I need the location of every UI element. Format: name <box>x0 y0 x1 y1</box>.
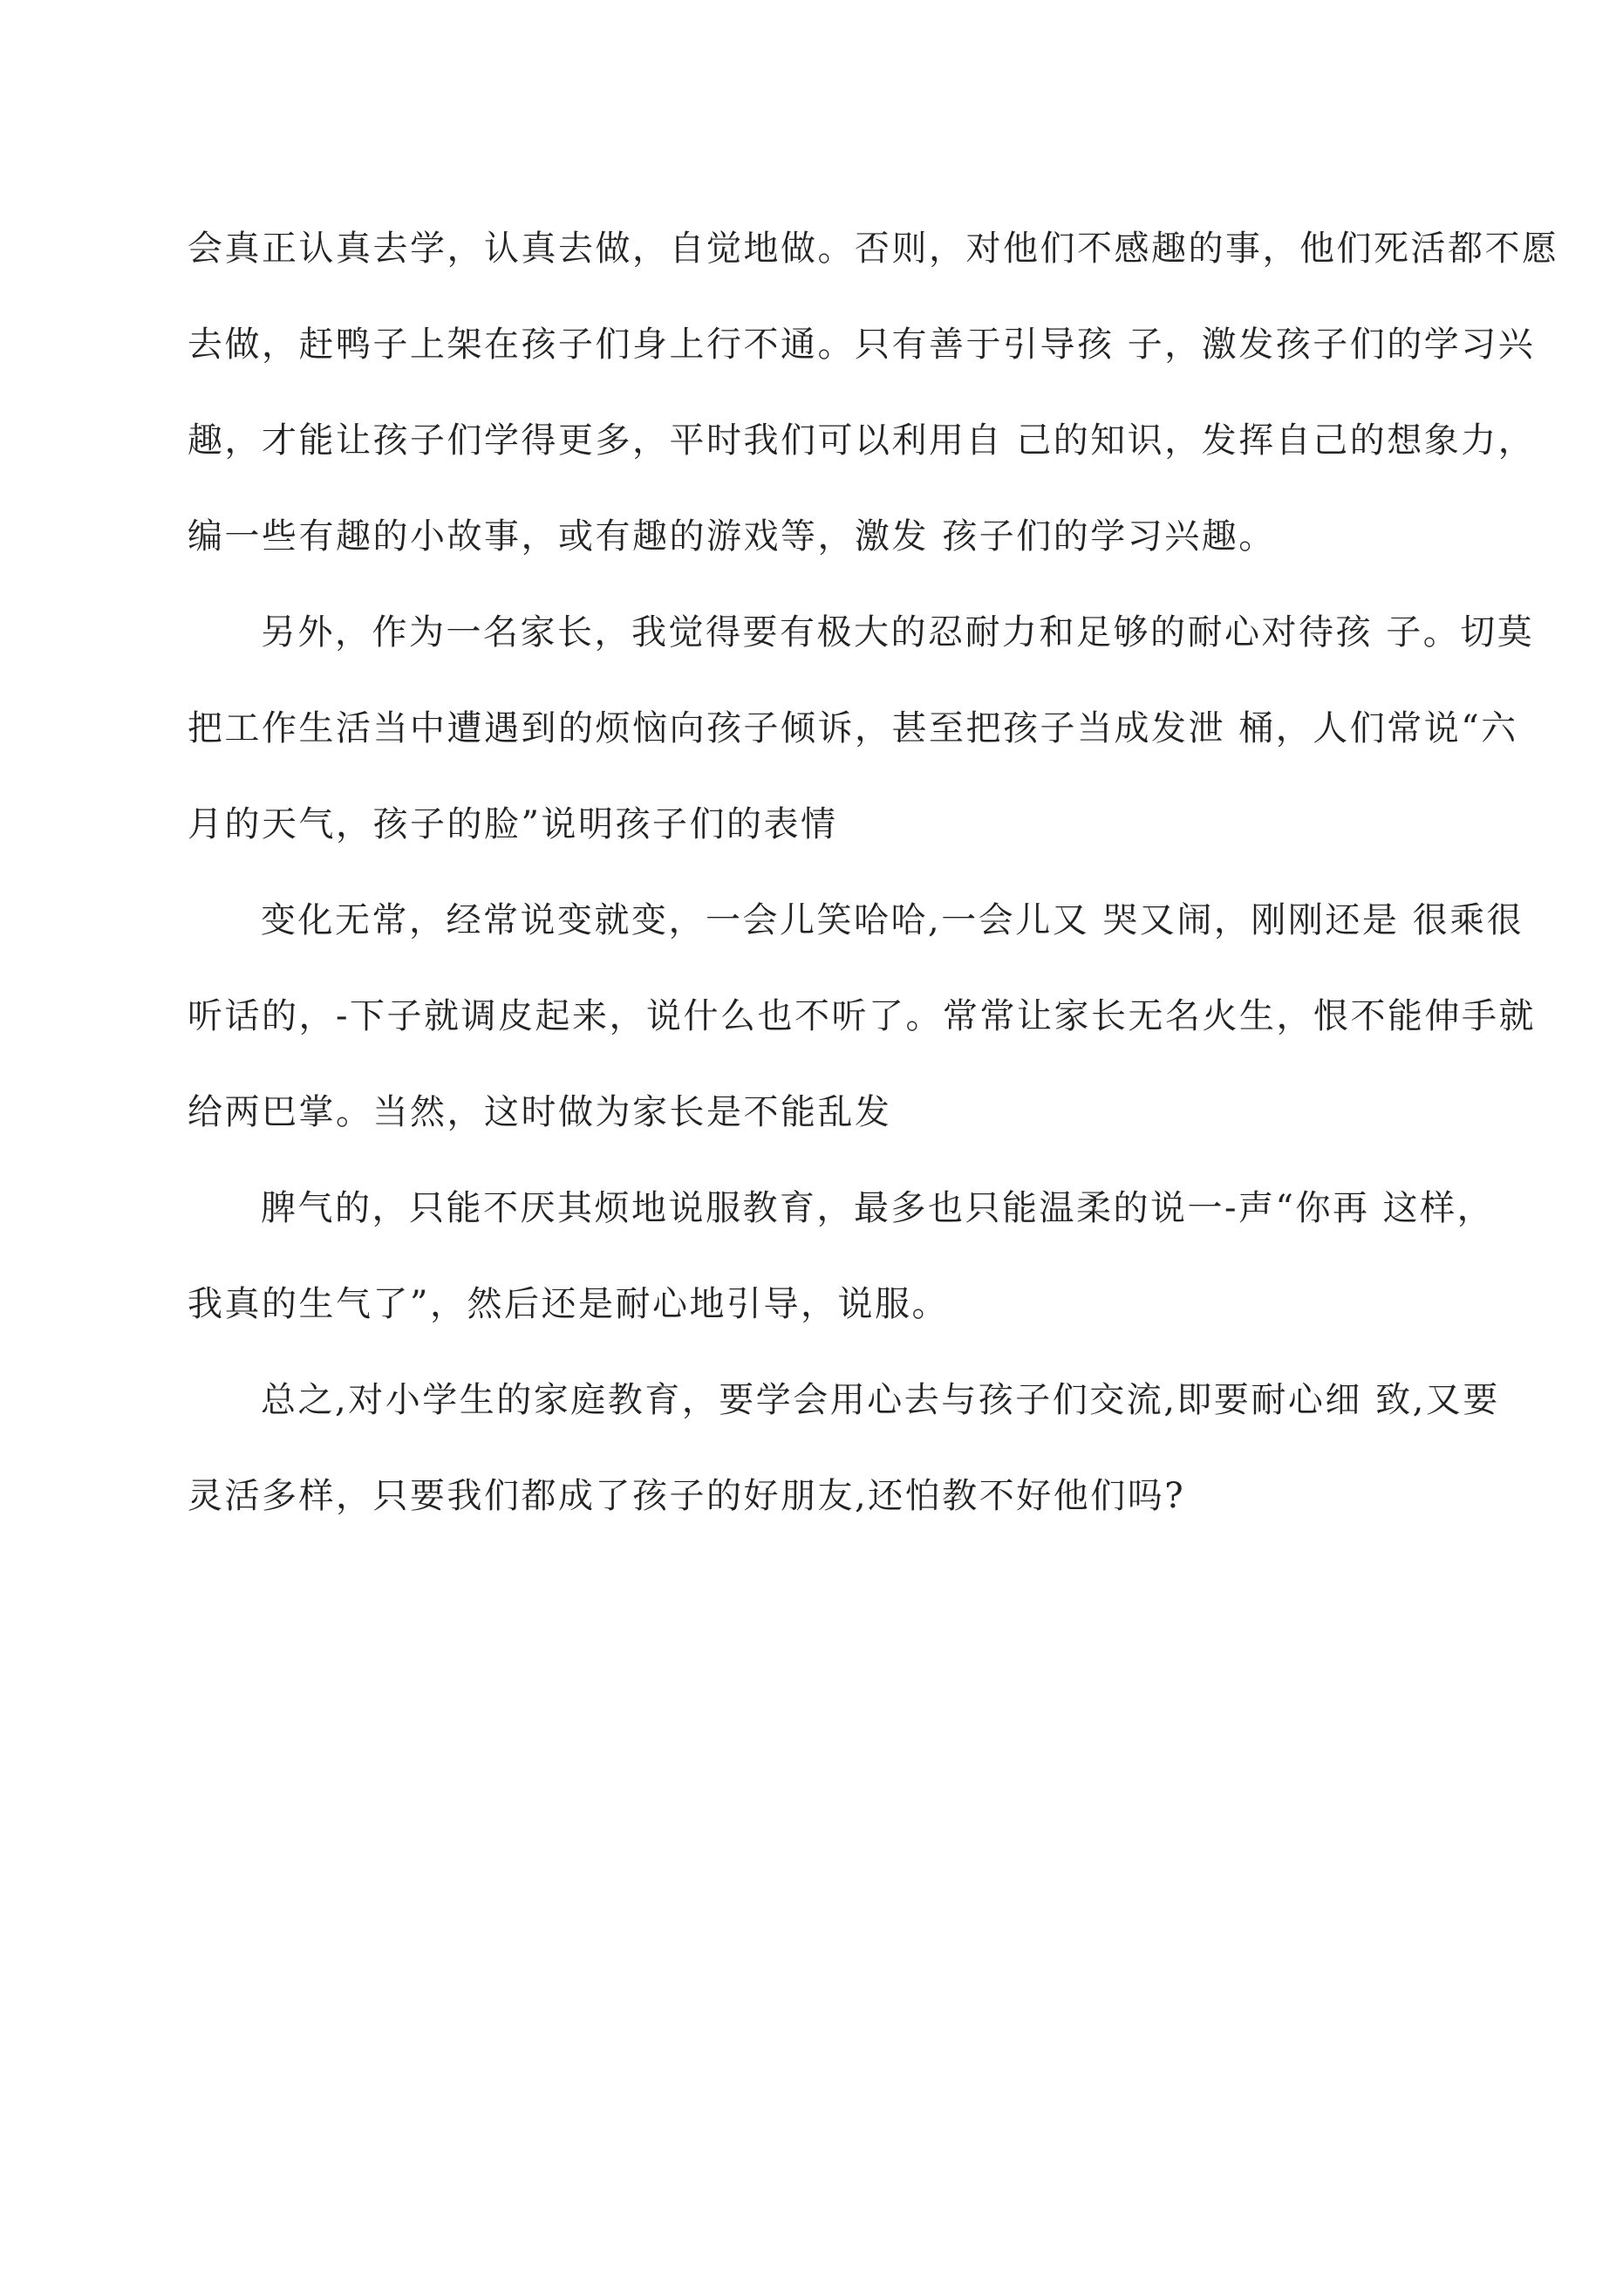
document-body <box>188 201 1559 1544</box>
text-line: 给两巴掌。当然，这时做为家长是不能乱发 <box>188 1092 892 1132</box>
text-line: 灵活多样，只要我们都成了孩子的好朋友,还怕教不好他们吗? <box>188 1476 1186 1516</box>
text-line: 我真的生气了”，然后还是耐心地引导，说服。 <box>188 1284 949 1324</box>
paragraph-2 <box>188 584 1535 872</box>
paragraph-4 <box>188 1160 1495 1352</box>
paragraph-5 <box>188 1352 1500 1544</box>
paragraph-3 <box>188 872 1537 1160</box>
text-line: 总之,对小学生的家庭教育，要学会用心去与孩子们交流,即要耐心细 致,又要 <box>261 1380 1500 1420</box>
paragraph-1 <box>188 201 1559 584</box>
text-line: 另外，作为一名家长，我觉得要有极大的忍耐力和足够的耐心对待孩 子。切莫 <box>261 612 1535 653</box>
text-line: 把工作生活当中遭遇到的烦恼向孩子倾诉，甚至把孩子当成发泄 桶，人们常说“六 <box>188 708 1518 748</box>
text-line: 趣，才能让孩子们学得更多，平时我们可以利用自 己的知识，发挥自己的想象力， <box>188 420 1536 461</box>
text-line: 会真正认真去学，认真去做，自觉地做。否则，对他们不感趣的事，他们死活都不愿 <box>188 229 1559 269</box>
text-line: 去做，赶鸭子上架在孩子们身上行不通。只有善于引导孩 子，激发孩子们的学习兴 <box>188 325 1536 365</box>
text-line: 听话的，-下子就调皮起来，说什么也不听了。常常让家长无名火生，恨不能伸手就 <box>188 996 1537 1036</box>
text-line: 月的天气，孩子的脸”说明孩子们的表情 <box>188 804 838 844</box>
text-line: 变化无常，经常说变就变，一会儿笑哈哈,一会儿又 哭又闹，刚刚还是 很乘很 <box>261 900 1524 940</box>
text-line: 脾气的，只能不厌其烦地说服教育，最多也只能温柔的说一-声“你再 这样， <box>261 1188 1495 1228</box>
text-line: 编一些有趣的小故事，或有趣的游戏等，激发 孩子们的学习兴趣。 <box>188 516 1276 557</box>
